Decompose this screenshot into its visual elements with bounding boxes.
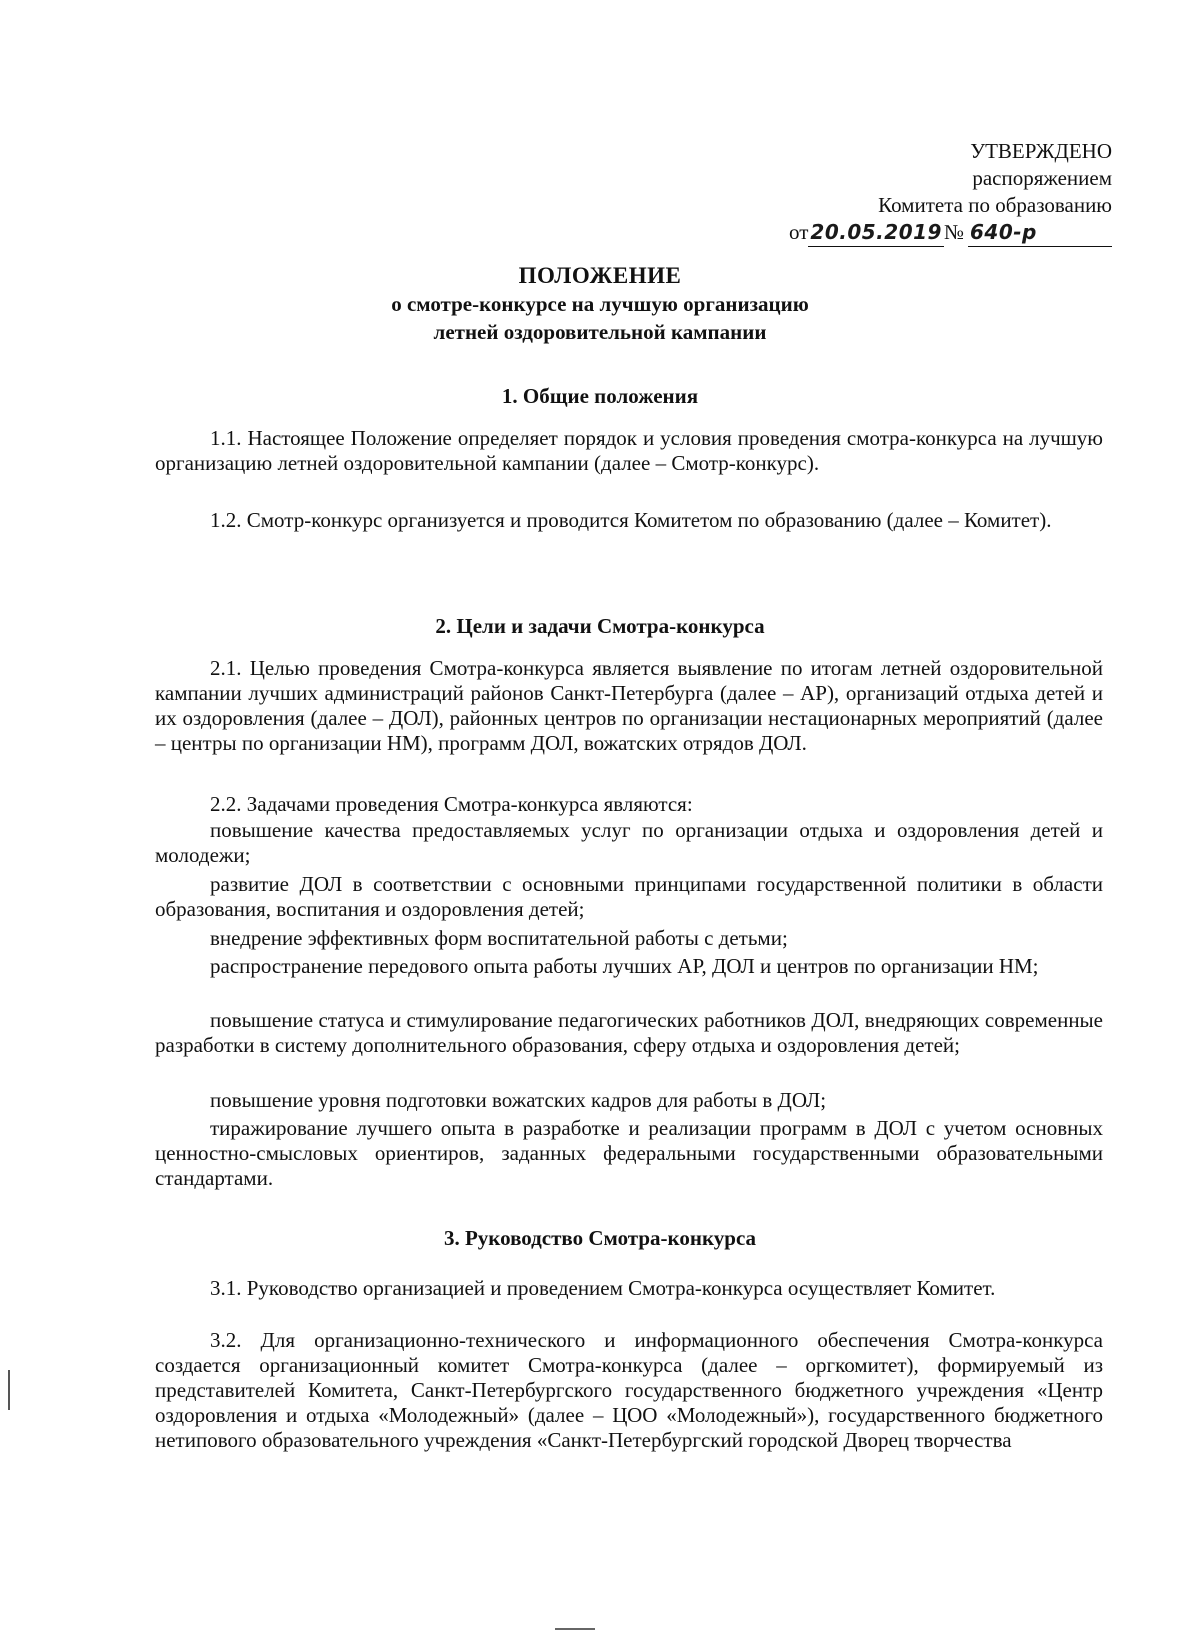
para-1-2: 1.2. Смотр-конкурс организуется и проводится Комитетом по образованию (далее – Комитет). (210, 508, 1052, 532)
para-3-2: 3.2. Для организационно-технического и информационного обеспечения Смотра-конкурса создается организационный комитет Смотра-конкурса (далее – оргкомитет), формируемый из представителей Комитета, Санкт-Петербургского государственного бюджетного учреждения «Центр оздоровления и отдыха «Молодежный» (далее – ЦОО «Молодежный»), государственного бюджетного нетипового образовательного учреждения «Санкт-Петербургский городской Дворец творчества (155, 1328, 1103, 1452)
approval-word: УТВЕРЖДЕНО (970, 139, 1112, 163)
approval-by: распоряжением (972, 166, 1112, 190)
para-1-1: 1.1. Настоящее Положение определяет порядок и условия проведения смотра-конкурса на лучшую организацию летней оздоровительной кампании (далее – Смотр-конкурс). (155, 426, 1103, 475)
approval-date-number (752, 219, 1112, 247)
section-3-heading: 3. Руководство Смотра-конкурса (443, 1226, 757, 1250)
list-item-2-2-5: повышение статуса и стимулирование педагогических работников ДОЛ, внедряющих современные разработки в систему дополнительного образования, сферу отдыха и оздоровления детей; (155, 1008, 1103, 1057)
title-main: ПОЛОЖЕНИЕ (518, 263, 682, 288)
list-item-2-2-2: развитие ДОЛ в соответствии с основными принципами государственной политики в области образования, воспитания и оздоровления детей; (155, 872, 1103, 921)
section-1-heading: 1. Общие положения (501, 384, 699, 408)
approval-stamp-block (752, 138, 1112, 247)
list-item-2-2-1: повышение качества предоставляемых услуг по организации отдыха и оздоровления детей и молодежи; (155, 818, 1103, 867)
scan-artifact-bottom (555, 1628, 595, 1630)
list-item-2-2-3: внедрение эффективных форм воспитательной работы с детьми; (210, 926, 788, 950)
approval-number-handwritten: 640-р (968, 219, 1112, 247)
section-2-heading: 2. Цели и задачи Смотра-конкурса (435, 614, 765, 638)
document-title (0, 262, 1200, 346)
list-item-2-2-7: тиражирование лучшего опыта в разработке и реализации программ в ДОЛ с учетом основных ценностно-смысловых ориентиров, заданных федеральными государственными образовательными стандартами. (155, 1116, 1103, 1190)
title-line-3: летней оздоровительной кампании (433, 320, 767, 344)
scan-artifact-left (8, 1370, 10, 1410)
para-2-2: 2.2. Задачами проведения Смотра-конкурса являются: (210, 792, 693, 816)
list-item-2-2-6: повышение уровня подготовки вожатских кадров для работы в ДОЛ; (210, 1088, 827, 1112)
list-item-2-2-4: распространение передового опыта работы лучших АР, ДОЛ и центров по организации НМ; (210, 954, 1039, 978)
approval-committee: Комитета по образованию (878, 193, 1112, 217)
approval-number-label: № (943, 220, 964, 244)
approval-from-label: от (789, 220, 809, 244)
title-line-2: о смотре-конкурсе на лучшую организацию (391, 292, 809, 316)
para-2-1: 2.1. Целью проведения Смотра-конкурса является выявление по итогам летней оздоровительной кампании лучших администраций районов Санкт-Петербурга (далее – АР), организаций отдыха детей и их оздоровления (далее – ДОЛ), районных центров по организации нестационарных мероприятий (далее – центры по организации НМ), программ ДОЛ, вожатских отрядов ДОЛ. (155, 656, 1103, 755)
approval-date-handwritten: 20.05.2019 (808, 219, 944, 247)
para-3-1: 3.1. Руководство организацией и проведением Смотра-конкурса осуществляет Комитет. (210, 1276, 996, 1300)
